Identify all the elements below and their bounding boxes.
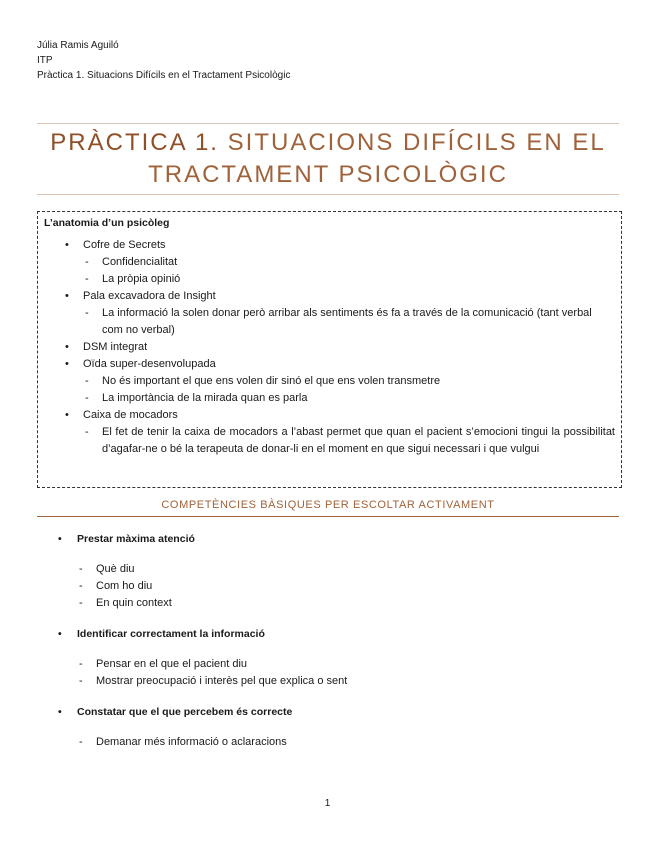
sub-item: - Pensar en el que el pacient diu [77, 656, 618, 673]
list-item [44, 407, 615, 458]
sub-item: - En quin context [77, 595, 618, 612]
competency-block [58, 626, 618, 690]
author-name: Júlia Ramis Aguiló [37, 40, 119, 51]
list-item [44, 339, 615, 356]
anatomy-list [44, 237, 615, 458]
competency-block [58, 704, 618, 751]
document-header [37, 38, 290, 83]
page-title [37, 123, 619, 195]
competency-title: • Identificar correctament la informació [58, 626, 618, 642]
title-line1: SITUACIONS DIFÍCILS EN EL [227, 129, 606, 156]
sub-item: - No és important el que ens volen dir sinó el que ens volen transmetre [83, 373, 615, 390]
document-subject: Pràctica 1. Situacions Difícils en el Tractament Psicològic [37, 70, 291, 81]
competency-title: • Constatar que el que percebem és correcte [58, 704, 618, 720]
list-item-label: Oïda super-desenvolupada [83, 358, 216, 370]
list-item-label: Cofre de Secrets [83, 239, 166, 251]
sub-item: - Mostrar preocupació i interès pel que explica o sent [77, 673, 618, 690]
sub-item: - La informació la solen donar però arribar als sentiments és fa a través de la comunicació (tant verbal com no verbal) [83, 305, 615, 339]
competency-block [58, 531, 618, 612]
box-heading: L’anatomia d’un psicòleg [44, 217, 170, 229]
competencies-list [58, 531, 618, 751]
sub-item: - El fet de tenir la caixa de mocadors a l’abast permet que quan el pacient s’emocioni tingui la possibilitat d’agafar-ne o bé la terapeuta de donar-li en el moment en que sigui necessari i que vulgui [83, 424, 615, 458]
sub-item: - Com ho diu [77, 578, 618, 595]
course-code: ITP [37, 55, 53, 66]
list-item-label: Pala excavadora de Insight [83, 290, 216, 302]
list-item [44, 237, 615, 288]
page-number: 1 [324, 798, 331, 809]
competency-title: • Prestar màxima atenció [58, 531, 618, 547]
list-item-label: DSM integrat [83, 341, 148, 353]
sub-item: - La pròpia opinió [83, 271, 615, 288]
title-line2: TRACTAMENT PSICOLÒGIC [148, 161, 508, 188]
list-item [44, 288, 615, 339]
sub-item: - Què diu [77, 561, 618, 578]
section-heading: COMPETÈNCIES BÀSIQUES PER ESCOLTAR ACTIVAMENT [37, 496, 619, 517]
title-prefix: PRÀCTICA 1. [50, 129, 219, 156]
anatomy-box [37, 211, 622, 488]
list-item [44, 356, 615, 407]
sub-item: - Demanar més informació o aclaracions [77, 734, 618, 751]
list-item-label: Caixa de mocadors [83, 409, 178, 421]
sub-item: - La importància de la mirada quan es parla [83, 390, 615, 407]
sub-item: - Confidencialitat [83, 254, 615, 271]
